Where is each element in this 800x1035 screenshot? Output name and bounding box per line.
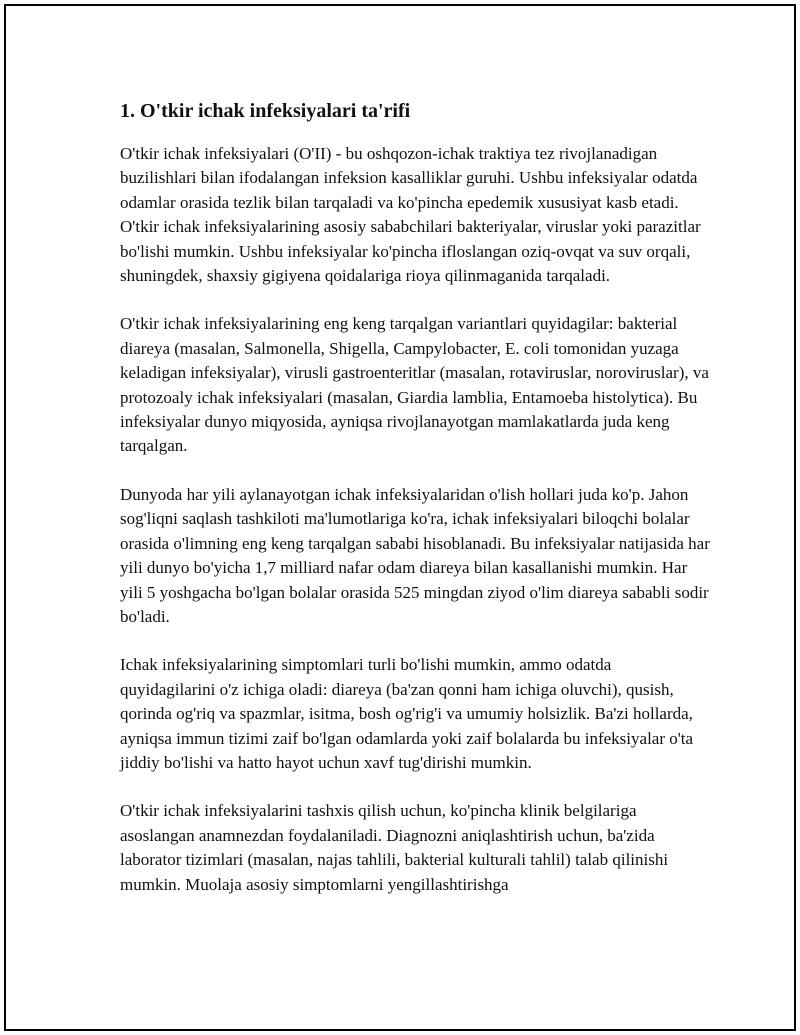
- paragraph-variants: O'tkir ichak infeksiyalarining eng keng tarqalgan variantlari quyidagilar: bakterial diareya (masalan, Salmonella, Shigella, Campylobacter, E. coli tomonidan yuzaga keladigan infeksiyalar), virusli gastroenteritlar (masalan, rotaviruslar, noroviruslar), va protozoaly ichak infeksiyalari (masalan, Giardia lamblia, Entamoeba histolytica). Bu infeksiyalar dunyo miqyosida, ayniqsa rivojlanayotgan mamlakatlarda juda keng tarqalgan.: [120, 314, 709, 456]
- section-heading: 1. O'tkir ichak infeksiyalari ta'rifi: [120, 100, 411, 122]
- document-body: [120, 98, 710, 921]
- paragraph-statistics: Dunyoda har yili aylanayotgan ichak infeksiyalaridan o'lish hollari juda ko'p. Jahon sog'liqni saqlash tashkiloti ma'lumotlariga ko'ra, ichak infeksiyalari biloqchi bolalar orasida o'limning eng keng tarqalgan sababi hisoblanadi. Bu infeksiyalar natijasida har yili dunyo bo'yicha 1,7 milliard nafar odam diareya bilan kasallanishi mumkin. Har yili 5 yoshgacha bo'lgan bolalar orasida 525 mingdan ziyod o'lim diareya sababli sodir bo'ladi.: [120, 484, 710, 626]
- paragraph-diagnosis: O'tkir ichak infeksiyalarini tashxis qilish uchun, ko'pincha klinik belgilariga asoslangan anamnezdan foydalaniladi. Diagnozni aniqlashtirish uchun, ba'zida laborator tizimlari (masalan, najas tahlili, bakterial kulturali tahlil) talab qilinishi mumkin. Muolaja asosiy simptomlarni yengillashtirishga: [120, 801, 669, 894]
- document-page: [4, 4, 796, 1031]
- paragraph-definition: O'tkir ichak infeksiyalari (O'II) - bu oshqozon-ichak traktiya tez rivojlanadigan buzilishlari bilan ifodalangan infeksion kasalliklar guruhi. Ushbu infeksiyalar odatda odamlar orasida tezlik bilan tarqaladi va ko'pincha epedemik xususiyat kasb etadi. O'tkir ichak infeksiyalarining asosiy sababchilari bakteriyalar, viruslar yoki parazitlar bo'lishi mumkin. Ushbu infeksiyalar ko'pincha ifloslangan oziq-ovqat va suv orqali, shuningdek, shaxsiy gigiyena qoidalariga rioya qilinmaganida tarqaladi.: [120, 144, 701, 286]
- paragraph-symptoms: Ichak infeksiyalarining simptomlari turli bo'lishi mumkin, ammo odatda quyidagilarini o'z ichiga oladi: diareya (ba'zan qonni ham ichiga oluvchi), qusish, qorinda og'riq va spazmlar, isitma, bosh og'rig'i va umumiy holsizlik. Ba'zi hollarda, ayniqsa immun tizimi zaif bo'lgan odamlarda yoki zaif bolalarda bu infeksiyalar o'ta jiddiy bo'lishi va hatto hayot uchun xavf tug'dirishi mumkin.: [120, 655, 694, 772]
